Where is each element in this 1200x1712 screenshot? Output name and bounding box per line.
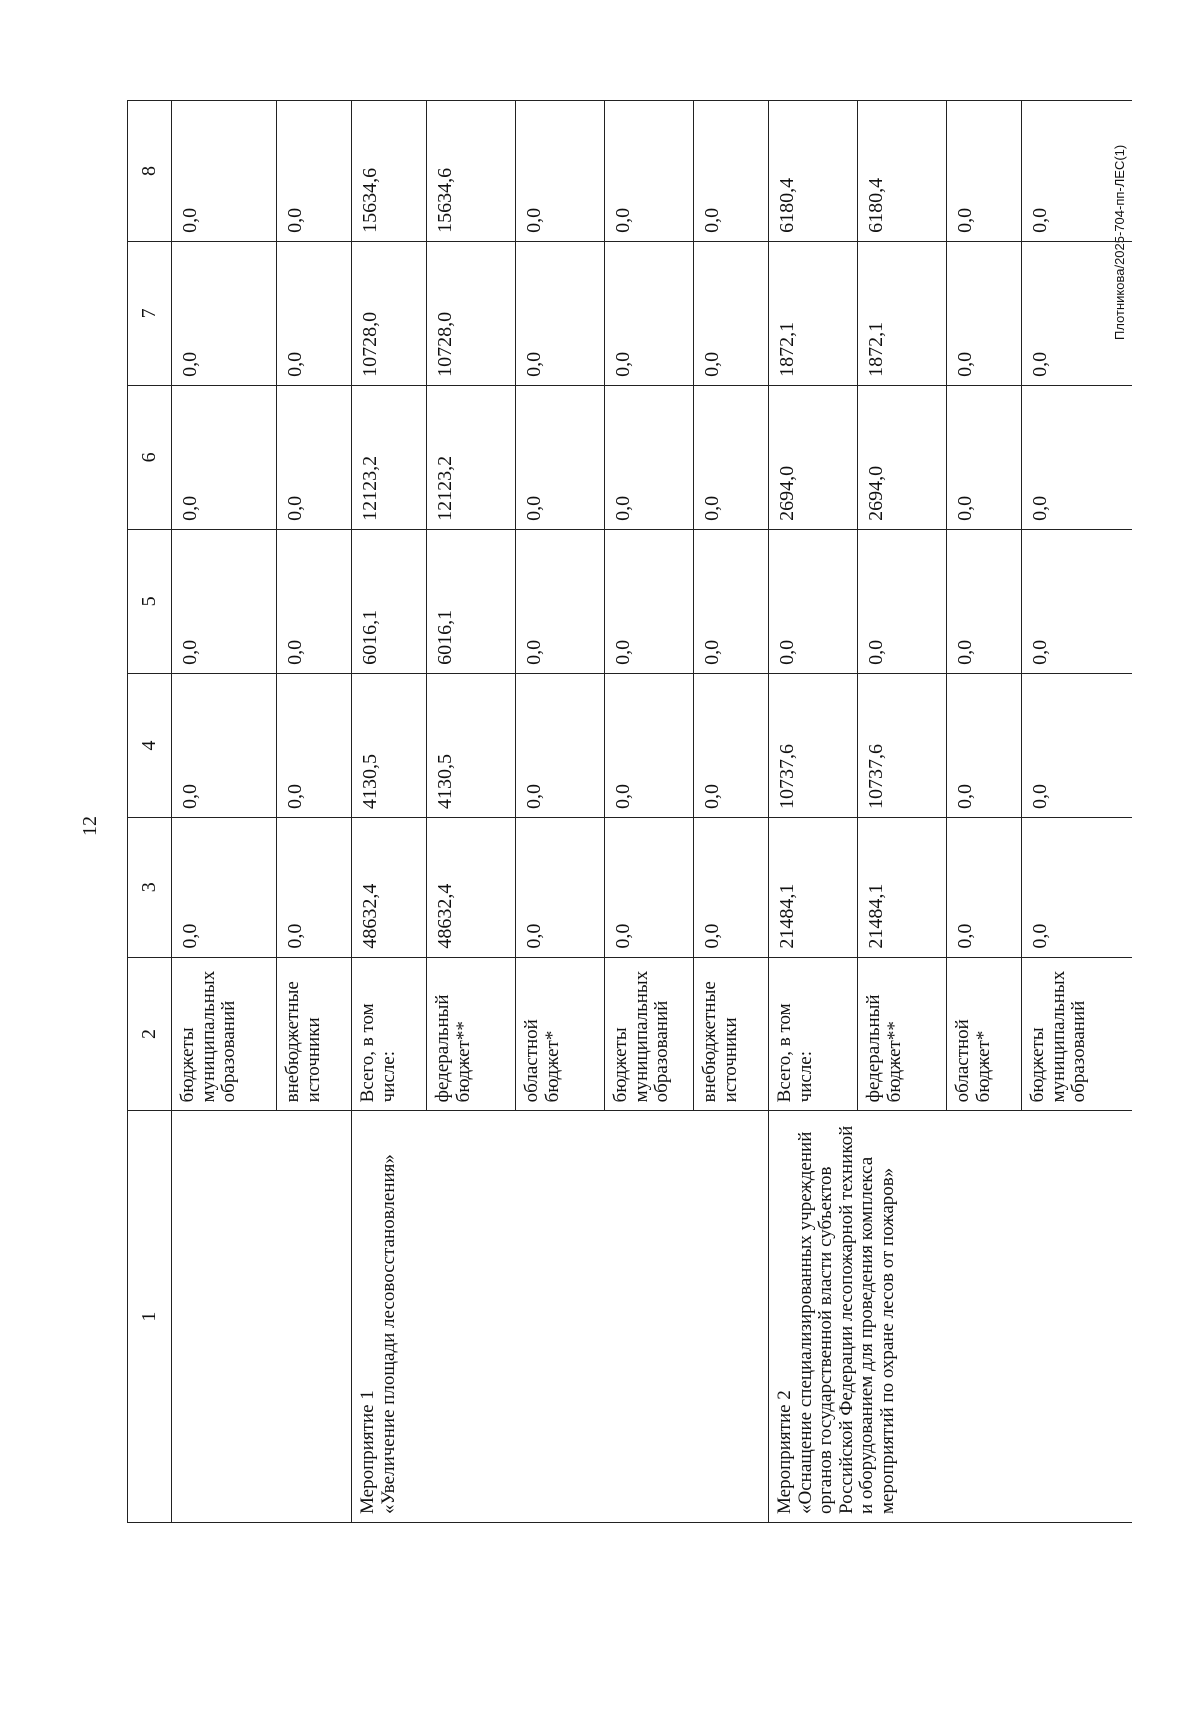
value-cell: 0,0 — [694, 673, 769, 817]
value-cell: 0,0 — [172, 529, 277, 673]
value-cell: 4130,5 — [352, 673, 427, 817]
value-cell: 0,0 — [1022, 673, 1133, 817]
rotated-table-container — [127, 100, 1132, 1523]
value-cell: 0,0 — [172, 241, 277, 385]
value-cell: 0,0 — [1022, 241, 1133, 385]
value-cell: 0,0 — [694, 817, 769, 957]
table-row — [352, 101, 427, 1523]
value-cell: 10728,0 — [352, 241, 427, 385]
funding-source-cell: федеральный бюджет** — [427, 957, 516, 1111]
header-cell: 6 — [128, 385, 172, 529]
value-cell: 0,0 — [516, 673, 605, 817]
value-cell: 0,0 — [694, 385, 769, 529]
value-cell: 0,0 — [172, 101, 277, 242]
table-row — [172, 101, 277, 1523]
value-cell: 0,0 — [277, 673, 352, 817]
measure-cell-empty — [172, 1111, 352, 1523]
header-cell: 1 — [128, 1111, 172, 1523]
value-cell: 0,0 — [947, 673, 1022, 817]
value-cell: 0,0 — [516, 101, 605, 242]
table-row — [769, 101, 858, 1523]
funding-source-cell: областной бюджет* — [516, 957, 605, 1111]
measure-2-cell — [769, 1111, 1133, 1523]
value-cell: 0,0 — [605, 241, 694, 385]
funding-source-cell: областной бюджет* — [947, 957, 1022, 1111]
funding-source-cell: федеральный бюджет** — [858, 957, 947, 1111]
value-cell: 0,0 — [605, 529, 694, 673]
value-cell: 0,0 — [172, 385, 277, 529]
document-reference: Плотникова/2025-704-пп-ЛЕС(1) — [1112, 144, 1127, 340]
table-frame — [127, 100, 1132, 1523]
value-cell: 0,0 — [605, 101, 694, 242]
value-cell: 0,0 — [694, 529, 769, 673]
value-cell: 0,0 — [694, 241, 769, 385]
value-cell: 0,0 — [858, 529, 947, 673]
value-cell: 0,0 — [172, 817, 277, 957]
funding-source-cell: внебюджетные источники — [694, 957, 769, 1111]
value-cell: 2694,0 — [858, 385, 947, 529]
value-cell: 15634,6 — [352, 101, 427, 242]
value-cell: 0,0 — [516, 241, 605, 385]
value-cell: 2694,0 — [769, 385, 858, 529]
value-cell: 0,0 — [1022, 529, 1133, 673]
measure-1-name: «Увеличение площади лесовосстановления» — [377, 1154, 399, 1514]
value-cell: 6180,4 — [858, 101, 947, 242]
value-cell: 4130,5 — [427, 673, 516, 817]
budget-table — [127, 100, 1132, 1523]
value-cell: 0,0 — [516, 385, 605, 529]
value-cell: 0,0 — [947, 241, 1022, 385]
funding-source-cell: Всего, в том числе: — [352, 957, 427, 1111]
value-cell: 0,0 — [694, 101, 769, 242]
measure-2-name: «Оснащение специализированных учреждений органов государственной власти субъектов Российской Федерации лесопожарной техникой и оборудованием для проведения комплекса мероприятий по охране лесов от пожаров» — [794, 1125, 898, 1514]
value-cell: 0,0 — [947, 101, 1022, 242]
header-cell: 7 — [128, 241, 172, 385]
funding-source-cell: бюджеты муниципальных образований — [1022, 957, 1133, 1111]
header-cell: 4 — [128, 673, 172, 817]
value-cell: 0,0 — [1022, 101, 1133, 242]
value-cell: 10737,6 — [769, 673, 858, 817]
value-cell: 0,0 — [769, 529, 858, 673]
value-cell: 12123,2 — [427, 385, 516, 529]
value-cell: 12123,2 — [352, 385, 427, 529]
value-cell: 6016,1 — [352, 529, 427, 673]
value-cell: 0,0 — [947, 817, 1022, 957]
value-cell: 0,0 — [277, 385, 352, 529]
value-cell: 10737,6 — [858, 673, 947, 817]
page-number: 12 — [78, 816, 101, 836]
value-cell: 0,0 — [277, 817, 352, 957]
value-cell: 6016,1 — [427, 529, 516, 673]
value-cell: 15634,6 — [427, 101, 516, 242]
value-cell: 21484,1 — [769, 817, 858, 957]
value-cell: 0,0 — [1022, 817, 1133, 957]
value-cell: 6180,4 — [769, 101, 858, 242]
value-cell: 1872,1 — [858, 241, 947, 385]
value-cell: 0,0 — [947, 385, 1022, 529]
value-cell: 0,0 — [605, 673, 694, 817]
header-cell: 5 — [128, 529, 172, 673]
header-cell: 3 — [128, 817, 172, 957]
funding-source-cell: бюджеты муниципальных образований — [172, 957, 277, 1111]
value-cell: 10728,0 — [427, 241, 516, 385]
value-cell: 1872,1 — [769, 241, 858, 385]
value-cell: 0,0 — [605, 817, 694, 957]
funding-source-cell: внебюджетные источники — [277, 957, 352, 1111]
header-row — [128, 101, 172, 1523]
value-cell: 0,0 — [947, 529, 1022, 673]
header-cell: 2 — [128, 957, 172, 1111]
value-cell: 0,0 — [605, 385, 694, 529]
funding-source-cell: бюджеты муниципальных образований — [605, 957, 694, 1111]
measure-1-cell — [352, 1111, 769, 1523]
value-cell: 0,0 — [172, 673, 277, 817]
value-cell: 48632,4 — [427, 817, 516, 957]
value-cell: 0,0 — [516, 817, 605, 957]
value-cell: 0,0 — [516, 529, 605, 673]
measure-2-title: Мероприятие 2 — [774, 1390, 795, 1514]
header-cell: 8 — [128, 101, 172, 242]
measure-1-title: Мероприятие 1 — [357, 1390, 378, 1514]
value-cell: 48632,4 — [352, 817, 427, 957]
value-cell: 0,0 — [277, 529, 352, 673]
funding-source-cell: Всего, в том числе: — [769, 957, 858, 1111]
value-cell: 0,0 — [1022, 385, 1133, 529]
value-cell: 0,0 — [277, 101, 352, 242]
value-cell: 21484,1 — [858, 817, 947, 957]
value-cell: 0,0 — [277, 241, 352, 385]
